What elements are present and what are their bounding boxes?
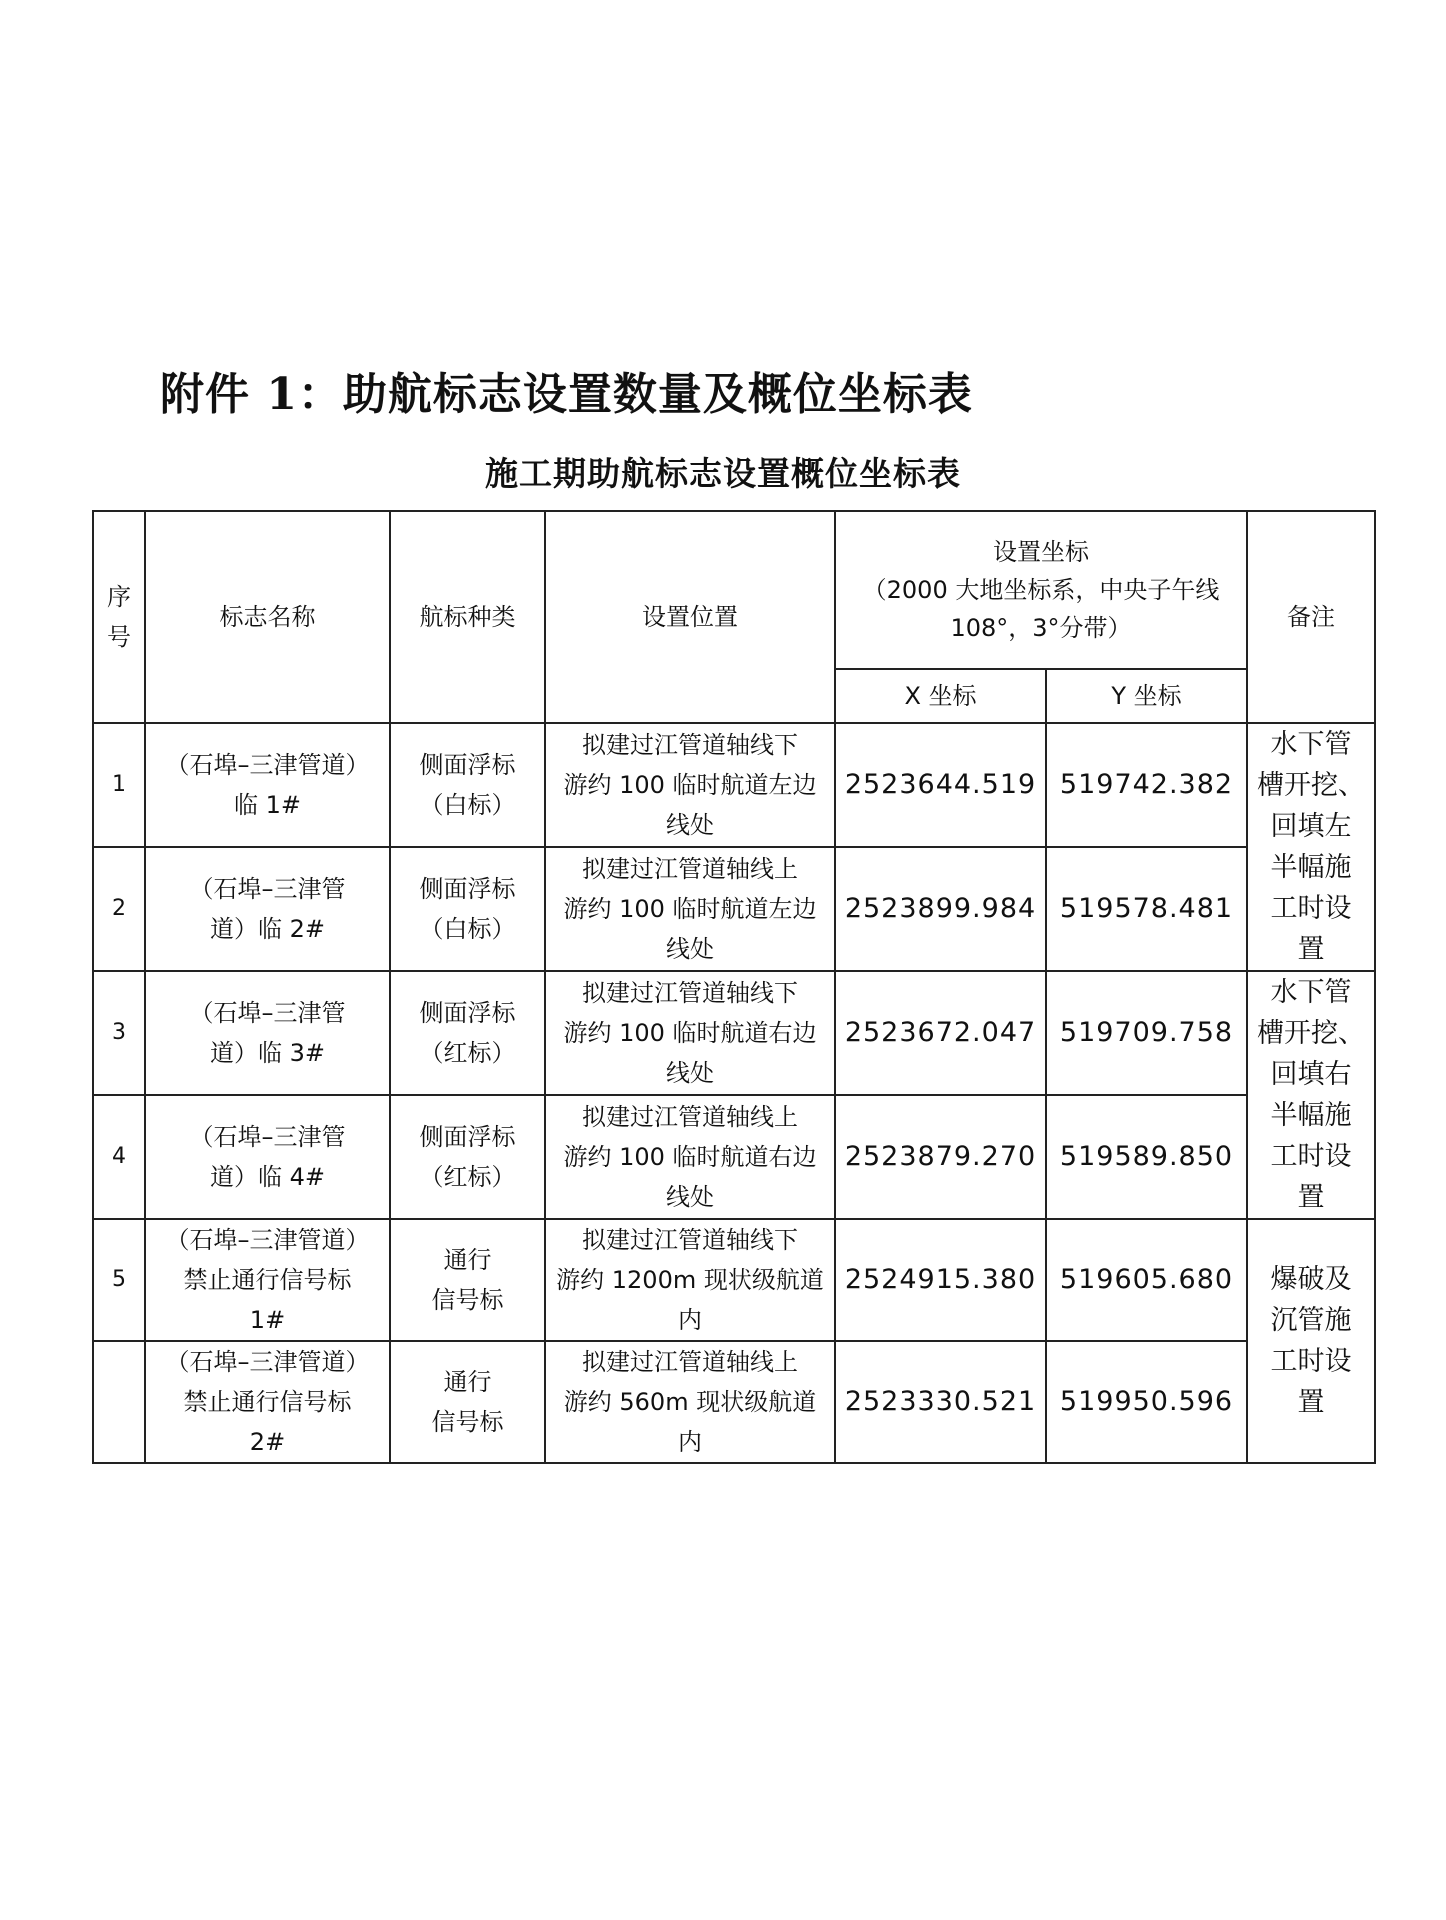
row-x: 2523644.519: [835, 723, 1046, 847]
row-position: 拟建过江管道轴线上 游约 100 临时航道右边 线处: [545, 1095, 835, 1219]
row-x: 2523672.047: [835, 971, 1046, 1095]
header-name: 标志名称: [145, 511, 390, 723]
document-heading: 附件 1：助航标志设置数量及概位坐标表: [160, 369, 973, 420]
row-x: 2523330.521: [835, 1341, 1046, 1463]
header-y: Y 坐标: [1046, 669, 1247, 723]
row-y: 519578.481: [1046, 847, 1247, 971]
header-row: [93, 511, 1375, 669]
row-position: 拟建过江管道轴线下 游约 100 临时航道左边 线处: [545, 723, 835, 847]
row-type: 通行 信号标: [390, 1341, 545, 1463]
table-row: [93, 723, 1375, 847]
header-x: X 坐标: [835, 669, 1046, 723]
row-name: （石埠–三津管 道）临 4#: [145, 1095, 390, 1219]
row-type: 侧面浮标 （白标）: [390, 847, 545, 971]
row-x: 2523899.984: [835, 847, 1046, 971]
table-row: [93, 1219, 1375, 1341]
table-row: [93, 1341, 1375, 1463]
header-position: 设置位置: [545, 511, 835, 723]
row-remark: 爆破及 沉管施 工时设 置: [1247, 1219, 1375, 1463]
table-row: [93, 971, 1375, 1095]
row-name: （石埠–三津管 道）临 2#: [145, 847, 390, 971]
row-y: 519605.680: [1046, 1219, 1247, 1341]
row-y: 519950.596: [1046, 1341, 1247, 1463]
row-position: 拟建过江管道轴线上 游约 560m 现状级航道 内: [545, 1341, 835, 1463]
row-seq: [93, 1341, 145, 1463]
row-x: 2523879.270: [835, 1095, 1046, 1219]
row-position: 拟建过江管道轴线下 游约 100 临时航道右边 线处: [545, 971, 835, 1095]
table-row: [93, 847, 1375, 971]
row-position: 拟建过江管道轴线上 游约 100 临时航道左边 线处: [545, 847, 835, 971]
table-title: 施工期助航标志设置概位坐标表: [485, 454, 961, 493]
row-type: 通行 信号标: [390, 1219, 545, 1341]
row-x: 2524915.380: [835, 1219, 1046, 1341]
row-name: （石埠–三津管道） 禁止通行信号标 2#: [145, 1341, 390, 1463]
row-position: 拟建过江管道轴线下 游约 1200m 现状级航道 内: [545, 1219, 835, 1341]
header-seq: 序 号: [93, 511, 145, 723]
header-coords: 设置坐标 （2000 大地坐标系，中央子午线 108°，3°分带）: [835, 511, 1247, 669]
row-y: 519589.850: [1046, 1095, 1247, 1219]
row-type: 侧面浮标 （白标）: [390, 723, 545, 847]
coordinates-table: [92, 510, 1376, 1464]
row-remark: 水下管 槽开挖、 回填右 半幅施 工时设 置: [1247, 971, 1375, 1219]
row-seq: 4: [93, 1095, 145, 1219]
row-y: 519709.758: [1046, 971, 1247, 1095]
row-name: （石埠–三津管道） 临 1#: [145, 723, 390, 847]
row-seq: 3: [93, 971, 145, 1095]
row-y: 519742.382: [1046, 723, 1247, 847]
row-seq: 5: [93, 1219, 145, 1341]
row-name: （石埠–三津管道） 禁止通行信号标 1#: [145, 1219, 390, 1341]
row-seq: 1: [93, 723, 145, 847]
header-remark: 备注: [1247, 511, 1375, 723]
table-row: [93, 1095, 1375, 1219]
row-seq: 2: [93, 847, 145, 971]
row-type: 侧面浮标 （红标）: [390, 1095, 545, 1219]
header-type: 航标种类: [390, 511, 545, 723]
row-remark: 水下管 槽开挖、 回填左 半幅施 工时设 置: [1247, 723, 1375, 971]
row-type: 侧面浮标 （红标）: [390, 971, 545, 1095]
row-name: （石埠–三津管 道）临 3#: [145, 971, 390, 1095]
